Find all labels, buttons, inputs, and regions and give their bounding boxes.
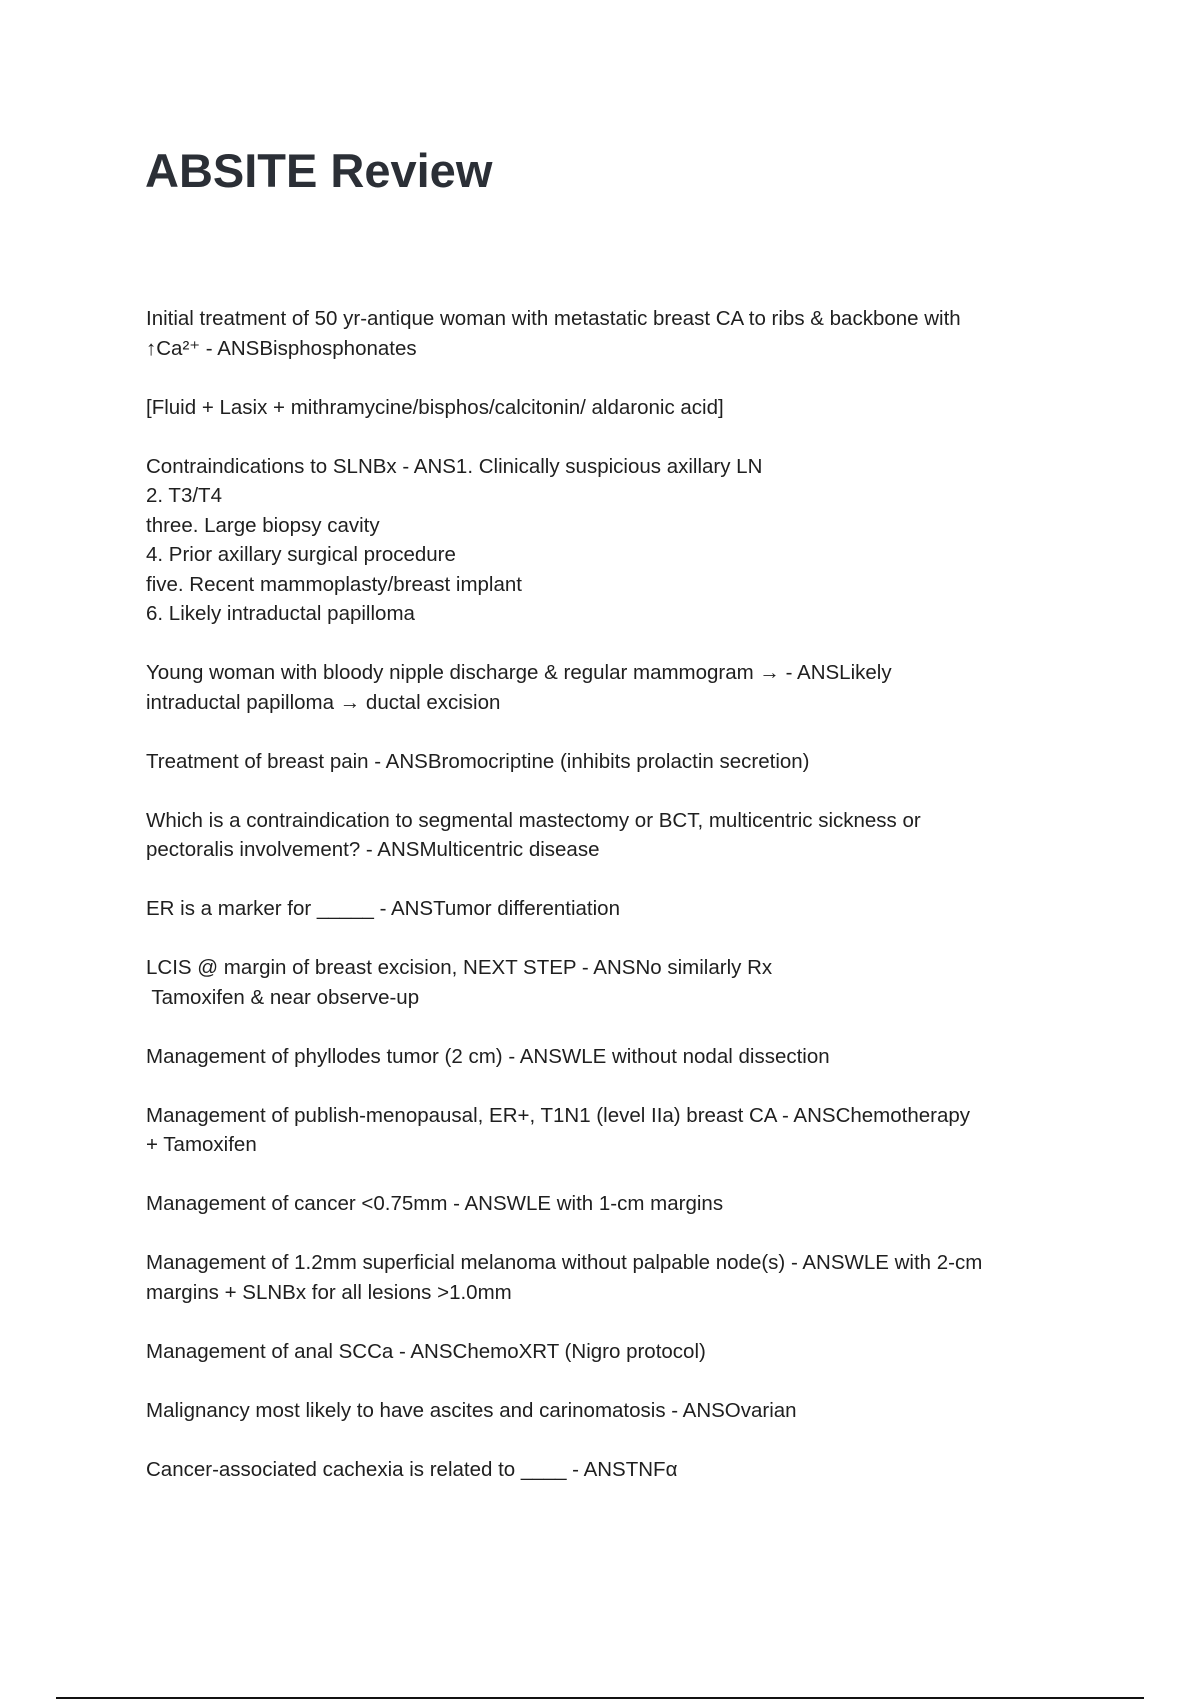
qa-line: Malignancy most likely to have ascites and carinomatosis - ANSOvarian: [146, 1398, 797, 1422]
qa-entry: [146, 1455, 1076, 1485]
qa-entry: [146, 393, 1076, 423]
qa-line: Management of publish-menopausal, ER+, T1N1 (level IIa) breast CA - ANSChemotherapy: [146, 1103, 971, 1127]
qa-entry: [146, 304, 1076, 363]
qa-line: margins + SLNBx for all lesions >1.0mm: [146, 1280, 512, 1304]
qa-entry: [146, 894, 1076, 924]
qa-entry: [146, 1337, 1076, 1367]
qa-line: intraductal papilloma → ductal excision: [146, 690, 501, 714]
qa-entry: [146, 1396, 1076, 1426]
qa-line: Which is a contraindication to segmental mastectomy or BCT, multicentric sickness or: [146, 808, 921, 832]
qa-entry: [146, 1248, 1076, 1307]
qa-line: Cancer-associated cachexia is related to ____ - ANSTNFα: [146, 1457, 678, 1481]
qa-line: Tamoxifen & near observe-up: [146, 985, 420, 1009]
qa-entry: [146, 658, 1076, 717]
qa-line: five. Recent mammoplasty/breast implant: [146, 572, 522, 596]
qa-line: ER is a marker for _____ - ANSTumor differentiation: [146, 897, 620, 920]
qa-line: 4. Prior axillary surgical procedure: [146, 543, 456, 566]
qa-line: Management of cancer <0.75mm - ANSWLE with 1-cm margins: [146, 1192, 724, 1215]
qa-entry: [146, 806, 1076, 865]
qa-line: Initial treatment of 50 yr-antique woman with metastatic breast CA to ribs & backbone with: [146, 307, 961, 330]
qa-entry: [146, 1189, 1076, 1219]
qa-entry: [146, 953, 1076, 1012]
qa-line: Management of phyllodes tumor (2 cm) - ANSWLE without nodal dissection: [146, 1044, 830, 1068]
footer-divider: [56, 1697, 1144, 1699]
page-title: ABSITE Review: [145, 144, 493, 197]
qa-entry: [146, 452, 1076, 629]
qa-line: 2. T3/T4: [146, 484, 222, 507]
qa-line: Treatment of breast pain - ANSBromocriptine (inhibits prolactin secretion): [146, 749, 810, 773]
qa-entry: [146, 747, 1076, 777]
qa-entry: [146, 1042, 1076, 1072]
qa-line: [Fluid + Lasix + mithramycine/bisphos/calcitonin/ aldaronic acid]: [146, 395, 724, 419]
qa-line: Management of 1.2mm superficial melanoma without palpable node(s) - ANSWLE with 2-cm: [146, 1251, 983, 1274]
qa-list: [146, 304, 1076, 1514]
qa-line: pectoralis involvement? - ANSMulticentric disease: [146, 838, 600, 861]
qa-entry: [146, 1101, 1076, 1160]
qa-line: three. Large biopsy cavity: [146, 513, 380, 537]
qa-line: Contraindications to SLNBx - ANS1. Clinically suspicious axillary LN: [146, 454, 763, 478]
qa-line: LCIS @ margin of breast excision, NEXT STEP - ANSNo similarly Rx: [146, 956, 773, 979]
qa-line: Young woman with bloody nipple discharge & regular mammogram → - ANSLikely: [146, 661, 892, 684]
qa-line: ↑Ca²⁺ - ANSBisphosphonates: [146, 336, 417, 360]
qa-line: + Tamoxifen: [146, 1133, 257, 1156]
qa-line: Management of anal SCCa - ANSChemoXRT (Nigro protocol): [146, 1339, 706, 1363]
qa-line: 6. Likely intraductal papilloma: [146, 602, 415, 625]
